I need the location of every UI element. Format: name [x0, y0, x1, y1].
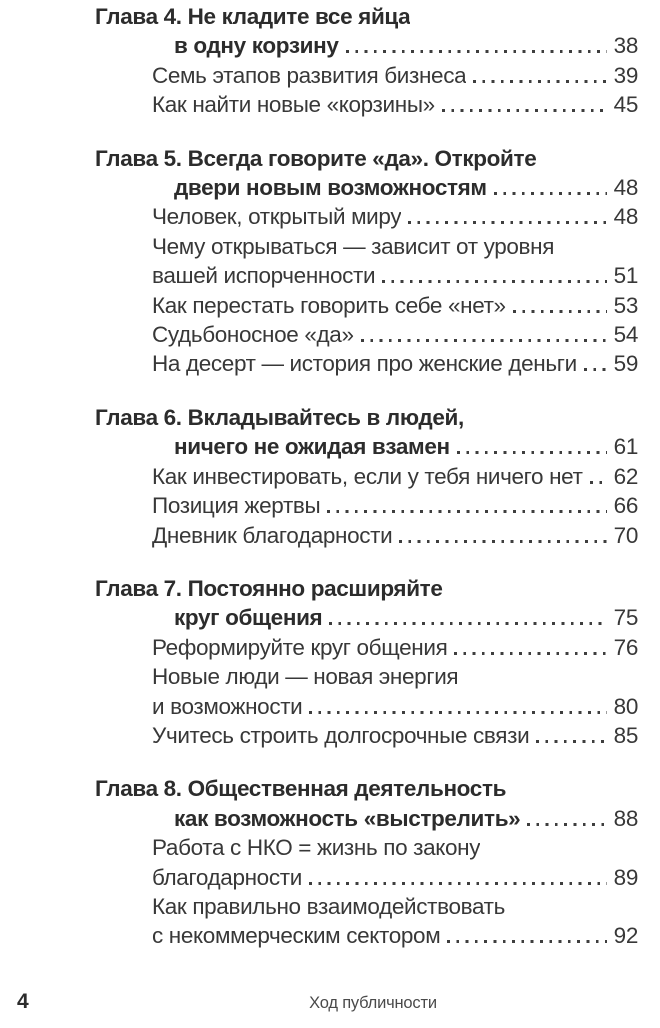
folio-page-number: 4	[17, 990, 29, 1013]
dot-leader	[327, 510, 606, 513]
dot-leader	[527, 823, 606, 826]
toc-page-number: 48	[613, 204, 638, 230]
dot-leader	[513, 310, 607, 313]
toc-item-line-label: Позиция жертвы	[152, 493, 321, 519]
toc-page-number: 62	[613, 463, 638, 489]
running-title: Ход публичности	[309, 994, 437, 1012]
toc-page-number: 92	[613, 923, 638, 949]
toc-page-number: 89	[613, 864, 638, 890]
dot-leader	[442, 109, 607, 112]
toc-item-line-label: На десерт — история про женские деньги	[152, 351, 577, 377]
toc-chapter-line	[0, 403, 660, 432]
toc-item-line-label: Дневник благодарности	[152, 522, 393, 548]
toc-page-number: 85	[613, 722, 638, 748]
toc-chapter-line	[0, 173, 660, 202]
toc-item-line	[0, 892, 660, 921]
toc-chapter-line	[0, 774, 660, 803]
dot-leader	[399, 540, 606, 543]
toc-item-line	[0, 202, 660, 231]
dot-leader	[361, 339, 607, 342]
toc-chapter-line-label: Глава 5. Всегда говорите «да». Откройте	[95, 145, 537, 171]
toc-item-line	[0, 61, 660, 90]
toc-item-line-label: Новые люди — новая энергия	[152, 664, 459, 690]
toc-page-number: 45	[613, 92, 638, 118]
dot-leader	[494, 192, 607, 195]
toc-page-number: 88	[613, 805, 638, 831]
toc-page-number: 39	[613, 62, 638, 88]
toc-item-line-label: Как инвестировать, если у тебя ничего нет	[152, 463, 583, 489]
toc-item-line-label: благодарности	[152, 864, 302, 890]
toc-chapter-line-label: в одну корзину	[174, 33, 339, 59]
toc-chapter-line	[0, 31, 660, 60]
toc-chapter-line-label: как возможность «выстрелить»	[174, 805, 521, 831]
toc-item-line	[0, 521, 660, 550]
toc-item-line-label: Человек, открытый миру	[152, 204, 402, 230]
toc-chapter-line	[0, 144, 660, 173]
toc-section	[0, 144, 660, 379]
toc-item-line-label: вашей испорченности	[152, 263, 376, 289]
toc-section	[0, 2, 660, 120]
toc-item-line-label: Учитесь строить долгосрочные связи	[152, 722, 530, 748]
toc-item-line-label: Чему открываться — зависит от уровня	[152, 233, 555, 259]
toc-item-line	[0, 833, 660, 862]
toc-page-number: 75	[613, 605, 638, 631]
toc-chapter-line-label: Глава 8. Общественная деятельность	[95, 776, 507, 802]
toc-item-line	[0, 633, 660, 662]
toc-page-number: 59	[613, 351, 638, 377]
dot-leader	[309, 711, 606, 714]
toc-item-line	[0, 320, 660, 349]
toc-chapter-line-label: круг общения	[174, 605, 323, 631]
toc-section	[0, 574, 660, 750]
toc-chapter-line	[0, 804, 660, 833]
toc-item-line	[0, 462, 660, 491]
toc-item-line-label: Как найти новые «корзины»	[152, 92, 435, 118]
toc-chapter-line-label: двери новым возможностям	[174, 175, 487, 201]
toc-item-line-label: Судьбоносное «да»	[152, 322, 354, 348]
toc-chapter-line	[0, 603, 660, 632]
toc-page-number: 61	[613, 434, 638, 460]
dot-leader	[309, 882, 607, 885]
dot-leader	[454, 652, 606, 655]
toc-chapter-line-label: Глава 7. Постоянно расширяйте	[95, 575, 443, 601]
toc-section	[0, 774, 660, 950]
toc-page-number: 66	[613, 493, 638, 519]
dot-leader	[536, 740, 606, 743]
toc-item-line	[0, 90, 660, 119]
toc-item-line	[0, 291, 660, 320]
toc-item-line-label: Работа с НКО = жизнь по закону	[152, 835, 481, 861]
toc-page-number: 54	[613, 322, 638, 348]
toc-chapter-line	[0, 574, 660, 603]
toc-item-line	[0, 721, 660, 750]
toc-item-line-label: Как правильно взаимодействовать	[152, 893, 505, 919]
toc-chapter-line-label: Глава 4. Не кладите все яйца	[95, 4, 411, 29]
toc-item-line-label: Реформируйте круг общения	[152, 634, 448, 660]
toc-item-line	[0, 863, 660, 892]
dot-leader	[447, 940, 606, 943]
dot-leader	[346, 50, 607, 53]
toc-chapter-line-label: ничего не ожидая взамен	[174, 434, 450, 460]
toc-page-number: 53	[613, 292, 638, 318]
toc-section	[0, 403, 660, 550]
toc-page-number: 51	[613, 263, 638, 289]
toc-item-line	[0, 921, 660, 950]
page-footer	[0, 988, 660, 1022]
toc-page-number: 70	[613, 522, 638, 548]
toc-page-number: 76	[613, 634, 638, 660]
dot-leader	[473, 80, 606, 83]
toc-item-line-label: Как перестать говорить себе «нет»	[152, 292, 506, 318]
toc-item-line	[0, 261, 660, 290]
toc-item-line	[0, 662, 660, 691]
toc-chapter-line	[0, 432, 660, 461]
dot-leader	[590, 481, 607, 484]
toc-item-line	[0, 349, 660, 378]
dot-leader	[329, 622, 606, 625]
dot-leader	[457, 451, 607, 454]
dot-leader	[408, 221, 606, 224]
toc-item-line-label: и возможности	[152, 693, 303, 719]
toc-item-line	[0, 692, 660, 721]
dot-leader	[382, 280, 606, 283]
toc-chapter-line	[0, 2, 660, 31]
toc-item-line-label: Семь этапов развития бизнеса	[152, 62, 467, 88]
toc-item-line-label: с некоммерческим сектором	[152, 923, 441, 949]
toc-chapter-line-label: Глава 6. Вкладывайтесь в людей,	[95, 404, 464, 430]
toc-item-line	[0, 491, 660, 520]
toc-item-line	[0, 232, 660, 261]
table-of-contents	[0, 2, 660, 951]
toc-page-number: 38	[613, 33, 638, 59]
toc-page-number: 80	[613, 693, 638, 719]
toc-page-number: 48	[613, 175, 638, 201]
dot-leader	[584, 368, 607, 371]
